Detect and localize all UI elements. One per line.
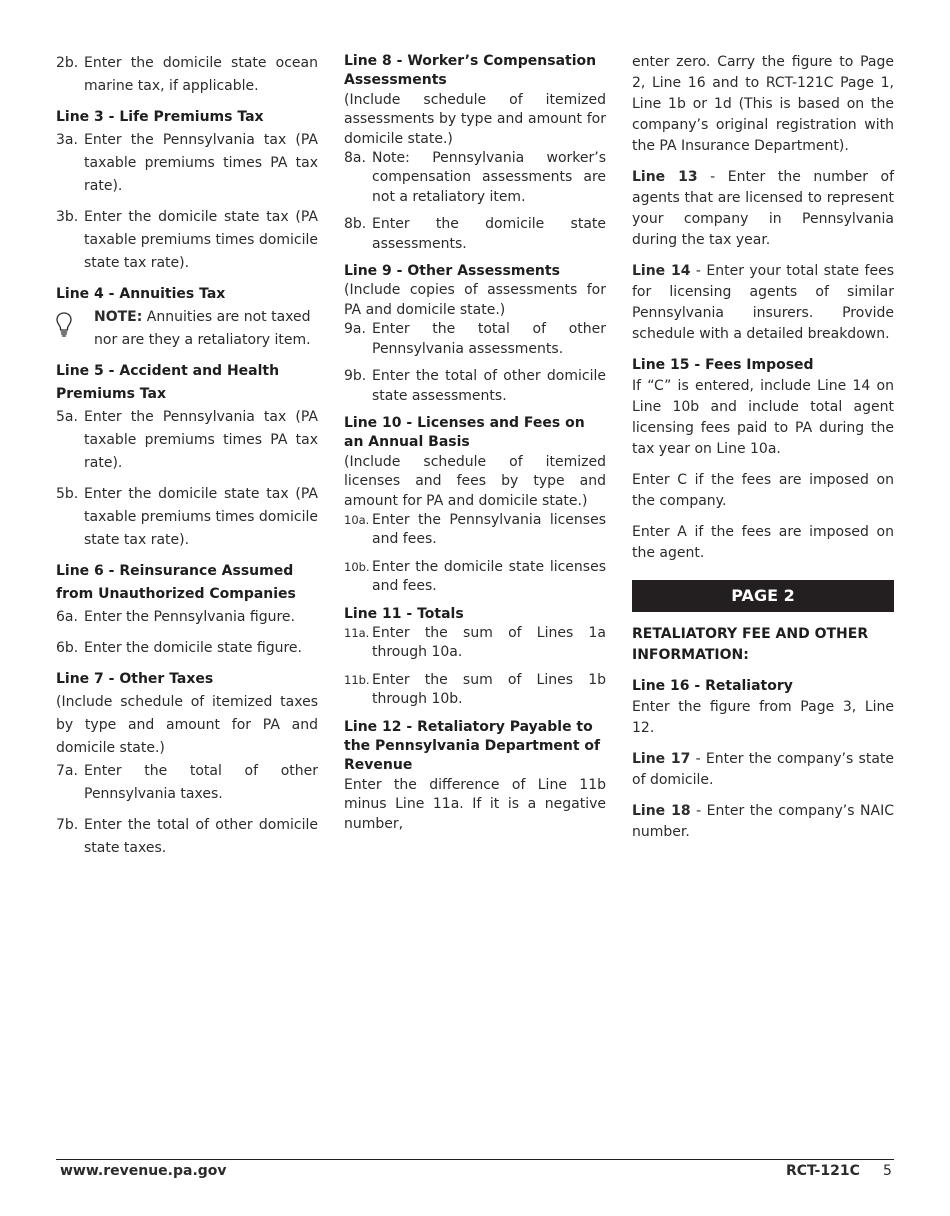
- note-text: Annuities are not taxed nor are they a retaliatory item.: [94, 309, 311, 348]
- item-5a: [56, 406, 318, 475]
- line-8-intro: (Include schedule of itemized assessments by type and amount for domicile state.): [344, 91, 606, 147]
- item-number: 7a.: [56, 763, 78, 779]
- item-5b: [56, 483, 318, 552]
- line-18-paragraph: [632, 801, 894, 843]
- column-middle: [344, 52, 606, 834]
- line-11-heading: Line 11 - Totals: [344, 605, 464, 622]
- line-17-text: - Enter the company’s state of domicile.: [632, 751, 894, 788]
- item-number: 10b.: [344, 559, 370, 574]
- item-number: 9a.: [344, 321, 366, 338]
- item-text: Enter the domicile state tax (PA taxable premiums times domicile state tax rate).: [84, 486, 318, 548]
- line-15-heading: Line 15 - Fees Imposed: [632, 357, 814, 373]
- footer-page-number: 5: [883, 1163, 892, 1179]
- item-number: 2b.: [56, 55, 79, 71]
- line-10-heading: Line 10 - Licenses and Fees on an Annual Basis: [344, 414, 585, 451]
- item-number: 9b.: [344, 368, 367, 385]
- item-9b: [344, 367, 606, 406]
- item-text: Enter the total of other domicile state assessments.: [372, 368, 606, 404]
- item-number: 3b.: [56, 209, 79, 225]
- item-2b: [56, 52, 318, 98]
- item-text: Enter the domicile state ocean marine tax, if applicable.: [84, 55, 318, 94]
- line-14-label: Line 14: [632, 263, 691, 279]
- line-13-paragraph: [632, 167, 894, 251]
- line-15-option-c: Enter C if the fees are imposed on the company.: [632, 472, 894, 509]
- item-text: Enter the domicile state licenses and fees.: [372, 558, 606, 595]
- item-10a: [344, 511, 606, 550]
- page-2-banner: PAGE 2: [632, 580, 894, 612]
- line-9-intro: (Include copies of assessments for PA and domicile state.): [344, 282, 606, 318]
- line-4-heading: Line 4 - Annuities Tax: [56, 286, 226, 302]
- line-7-heading: Line 7 - Other Taxes: [56, 671, 214, 687]
- item-text: Enter the domicile state assessments.: [372, 216, 606, 252]
- item-number: 5b.: [56, 486, 79, 502]
- item-3a: [56, 129, 318, 198]
- line-14-paragraph: [632, 261, 894, 345]
- item-number: 8b.: [344, 216, 367, 233]
- line-9-heading: Line 9 - Other Assessments: [344, 263, 560, 280]
- item-number: 8a.: [344, 150, 366, 167]
- retaliatory-heading: RETALIATORY FEE AND OTHER INFORMATION:: [632, 626, 869, 663]
- item-number: 11a.: [344, 625, 370, 640]
- item-8a: [344, 149, 606, 207]
- line-12-continued: enter zero. Carry the figure to Page 2, Line 16 and to RCT-121C Page 1, Line 1b or 1d (This is based on the company’s original registration with the PA Insurance Department).: [632, 54, 894, 154]
- footer-divider: [56, 1159, 894, 1160]
- item-text: Enter the sum of Lines 1b through 10b.: [372, 671, 606, 708]
- line-18-label: Line 18: [632, 803, 691, 819]
- item-number: 11b.: [344, 672, 370, 687]
- item-text: Enter the total of other domicile state taxes.: [84, 817, 318, 856]
- line-17-paragraph: [632, 749, 894, 791]
- line-13-label: Line 13: [632, 169, 698, 185]
- line-17-label: Line 17: [632, 751, 691, 767]
- item-7b: [56, 814, 318, 860]
- lightbulb-icon: [56, 306, 94, 352]
- item-text: Enter the Pennsylvania licenses and fees.: [372, 511, 606, 548]
- item-number: 5a.: [56, 409, 78, 425]
- line-3-heading: Line 3 - Life Premiums Tax: [56, 109, 264, 125]
- item-3b: [56, 206, 318, 275]
- item-text: Enter the total of other Pennsylvania taxes.: [84, 763, 318, 802]
- item-text: Enter the Pennsylvania tax (PA taxable premiums times PA tax rate).: [84, 132, 318, 194]
- line-12-text: Enter the difference of Line 11b minus Line 11a. If it is a negative number,: [344, 776, 606, 832]
- line-6-heading: Line 6 - Reinsurance Assumed from Unauthorized Companies: [56, 563, 296, 602]
- item-text: Enter the total of other Pennsylvania assessments.: [372, 321, 606, 357]
- item-number: 3a.: [56, 132, 78, 148]
- column-right: [632, 52, 894, 843]
- item-text: Enter the domicile state tax (PA taxable premiums times domicile state tax rate).: [84, 209, 318, 271]
- line-13-text: - Enter the number of agents that are licensed to represent your company in Pennsylvania during the tax year.: [632, 169, 894, 248]
- line-14-text: - Enter your total state fees for licensing agents of similar Pennsylvania insurers. Provide schedule with a detailed breakdown.: [632, 263, 894, 342]
- line-16-heading: Line 16 - Retaliatory: [632, 678, 793, 694]
- line-18-text: - Enter the company’s NAIC number.: [632, 803, 894, 840]
- line-15-option-a: Enter A if the fees are imposed on the agent.: [632, 524, 894, 561]
- item-8b: [344, 215, 606, 254]
- note-box: [56, 306, 318, 352]
- item-text: Enter the sum of Lines 1a through 10a.: [372, 624, 606, 661]
- item-6b: [56, 637, 318, 660]
- item-number: 7b.: [56, 817, 79, 833]
- note-label: NOTE:: [94, 309, 143, 325]
- item-text: Enter the domicile state figure.: [84, 640, 302, 656]
- item-number: 6b.: [56, 640, 79, 656]
- item-text: Enter the Pennsylvania tax (PA taxable premiums times PA tax rate).: [84, 409, 318, 471]
- line-10-intro: (Include schedule of itemized licenses and fees by type and amount for PA and domicile state.): [344, 453, 606, 509]
- column-left: [56, 52, 318, 860]
- line-5-heading: Line 5 - Accident and Health Premiums Tax: [56, 363, 280, 402]
- item-10b: [344, 558, 606, 597]
- line-15-text: If “C” is entered, include Line 14 on Line 10b and include total agent licensing fees paid to PA during the tax year on Line 10a.: [632, 378, 894, 457]
- footer-form-number: RCT-121C: [786, 1163, 860, 1179]
- item-7a: [56, 760, 318, 806]
- line-16-text: Enter the figure from Page 3, Line 12.: [632, 699, 894, 736]
- item-number: 10a.: [344, 512, 370, 527]
- item-11a: [344, 624, 606, 663]
- item-text: Note: Pennsylvania worker’s compensation assessments are not a retaliatory item.: [372, 150, 606, 205]
- item-9a: [344, 320, 606, 359]
- line-8-heading: Line 8 - Worker’s Compensation Assessments: [344, 53, 597, 89]
- item-number: 6a.: [56, 609, 78, 625]
- footer-website: www.revenue.pa.gov: [60, 1163, 227, 1179]
- line-12-heading: Line 12 - Retaliatory Payable to the Pennsylvania Department of Revenue: [344, 718, 601, 774]
- item-11b: [344, 671, 606, 710]
- item-text: Enter the Pennsylvania figure.: [84, 609, 295, 625]
- item-6a: [56, 606, 318, 629]
- line-7-intro: (Include schedule of itemized taxes by type and amount for PA and domicile state.): [56, 694, 318, 756]
